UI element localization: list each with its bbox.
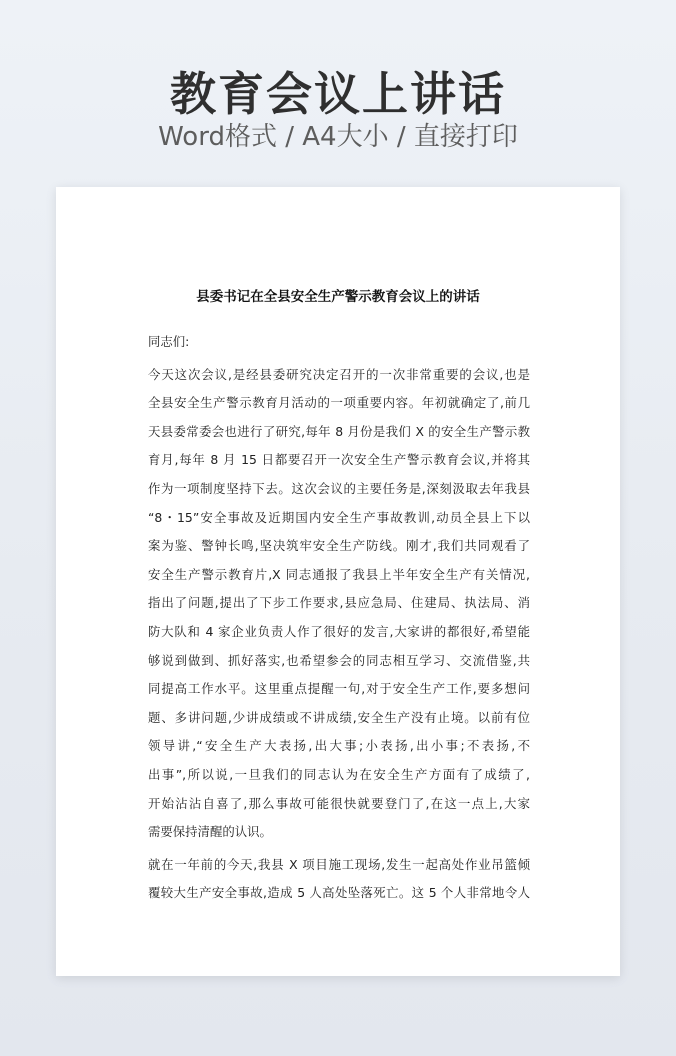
paragraph-1-line: 出事”,所以说,一旦我们的同志认为在安全生产方面有了成绩了, (148, 766, 530, 782)
paragraph-1-line: 指出了问题,提出了下步工作要求,县应急局、住建局、执法局、消 (148, 595, 530, 611)
paragraph-1-line: 今天这次会议,是经县委研究决定召开的一次非常重要的会议,也是 (148, 366, 530, 382)
paragraph-1-line: 安全生产警示教育片,X 同志通报了我县上半年安全生产有关情况, (148, 566, 530, 582)
paragraph-1-line: 够说到做到、抓好落实,也希望参会的同志相互学习、交流借鉴,共 (148, 652, 530, 668)
salutation: 同志们: (148, 334, 190, 349)
paragraph-2-line: 覆较大生产安全事故,造成 5 人高处坠落死亡。这 5 个人非常地令人 (148, 885, 530, 901)
paragraph-1-line: 育月,每年 8 月 15 日都要召开一次安全生产警示教育会议,并将其 (148, 452, 530, 468)
paragraph-1-line: 领导讲,“安全生产大表扬,出大事;小表扬,出小事;不表扬,不 (148, 738, 530, 754)
paragraph-2-line: 就在一年前的今天,我县 X 项目施工现场,发生一起高处作业吊篮倾 (148, 856, 530, 872)
document-page (56, 187, 620, 976)
paragraph-1-line: 天县委常委会也进行了研究,每年 8 月份是我们 X 的安全生产警示教 (148, 423, 530, 439)
paragraph-1-line: 防大队和 4 家企业负责人作了很好的发言,大家讲的都很好,希望能 (148, 623, 530, 639)
document-title: 县委书记在全县安全生产警示教育会议上的讲话 (196, 289, 480, 305)
paragraph-1-line: 案为鉴、警钟长鸣,坚决筑牢安全生产防线。刚才,我们共同观看了 (148, 538, 530, 554)
paragraph-1-line: 题、多讲问题,少讲成绩或不讲成绩,安全生产没有止境。以前有位 (148, 709, 530, 725)
paragraph-1-line: 全县安全生产警示教育月活动的一项重要内容。年初就确定了,前几 (148, 395, 530, 411)
banner-subtitle: Word格式 / A4大小 / 直接打印 (158, 122, 518, 152)
paragraph-1-line: “8・15”安全事故及近期国内安全生产事故教训,动员全县上下以 (148, 509, 530, 525)
paragraph-1-line: 作为一项制度坚持下去。这次会议的主要任务是,深刻汲取去年我县 (148, 480, 530, 496)
paragraph-1-line: 同提高工作水平。这里重点提醒一句,对于安全生产工作,要多想问 (148, 681, 530, 697)
document-body (148, 328, 530, 908)
banner-title: 教育会议上讲话 (170, 67, 506, 121)
paragraph-1-line: 需要保持清醒的认识。 (148, 824, 272, 840)
paragraph-1-line: 开始沾沾自喜了,那么事故可能很快就要登门了,在这一点上,大家 (148, 795, 530, 811)
